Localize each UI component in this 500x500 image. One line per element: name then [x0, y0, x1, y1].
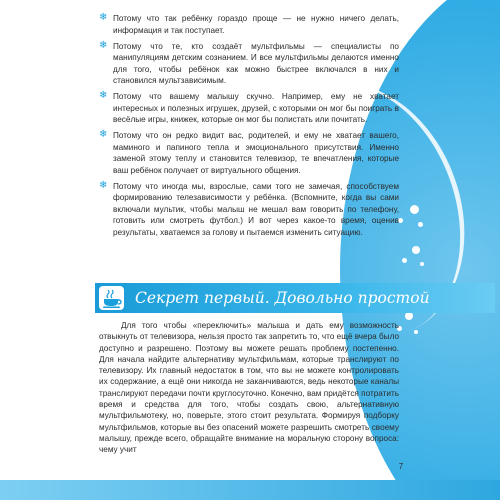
list-item	[99, 13, 399, 36]
list-item	[99, 181, 399, 239]
paragraph-text: Для того чтобы «переключить» малыша и дать ему возможность отвыкнуть от телевизора, нельзя просто так запретить то, что ещё вчера было доступно и разрешено. Поэтому вы можете решать проблему постепенно. Для начала найдите альтернативу мультфильмам, которые транслируют по телевизору. Их главный недостаток в том, что вы не можете контролировать их содержание, а ещё они никогда не заканчиваются, ведь некоторые каналы транслируют передачи почти круглосуточно. Конечно, вам придётся потратить время и средства для того, чтобы создать свою, альтернативную мультфильмотеку, но, поверьте, этого стоит результата. Формируя подборку мультфильмов, которые вы без опасений можете разрешить смотреть своему малышу, прежде всего, обращайте внимание на моральную сторону вопроса: чему учит	[99, 321, 399, 455]
bubble-decoration	[420, 262, 424, 266]
reasons-list	[99, 13, 399, 238]
bubble-decoration	[405, 312, 413, 320]
bubble-decoration	[410, 205, 419, 214]
list-item	[99, 130, 399, 176]
snowflake-icon: ❄	[99, 39, 108, 51]
page-number: 7	[398, 462, 404, 471]
list-item-text: Потому что те, кто создаёт мультфильмы — специалисты по манипуляциям детским сознанием. И все мультфильмы делаются именно для того, чтобы ребёнок как можно быстрее включался в них и становился мультзависимым.	[113, 41, 399, 85]
list-item-text: Потому что так ребёнку гораздо проще — не нужно ничего делать, информация и так поступает.	[113, 14, 399, 35]
cup-icon	[99, 286, 124, 310]
body-paragraph	[99, 320, 399, 456]
list-item	[99, 91, 399, 126]
list-item	[99, 41, 399, 87]
list-item-text: Потому что вашему малышу скучно. Например, ему не хватает интересных и полезных игрушек, друзей, с которыми он мог бы поиграть в весёлые игры, книжек, которые он мог бы полистать или почитать.	[113, 92, 399, 124]
bubble-decoration	[402, 258, 407, 263]
snowflake-icon: ❄	[99, 90, 108, 101]
bottom-blue-strip	[0, 480, 500, 500]
section-title: Секрет первый. Довольно простой	[135, 289, 430, 307]
list-item-text: Потому что иногда мы, взрослые, сами того не замечая, способствуем формированию телезависимости у ребёнка. (Вспомните, когда вы сами включали мультик, чтобы малыш не мешал вам говорить по телефону, готовить или смотреть футбол.) И вот через какое-то время, оценив результаты, хватаемся за голову и пытаемся изменить ситуацию.	[113, 181, 399, 237]
bubble-decoration	[412, 246, 420, 254]
list-item-text: Потому что он редко видит вас, родителей, и ему не хватает вашего, маминого и папиного тепла и эмоционального присутствия. Именно заменой этому теплу и становится телевизор, те впечатления, которые ваш ребёнок получает от виртуального общения.	[113, 131, 399, 175]
bubble-decoration	[418, 222, 423, 227]
bubble-decoration	[414, 330, 418, 334]
snowflake-icon: ❄	[99, 12, 108, 23]
snowflake-icon: ❄	[99, 179, 108, 191]
snowflake-icon: ❄	[99, 129, 108, 140]
reasons-section	[99, 13, 399, 243]
section-header	[95, 283, 430, 313]
